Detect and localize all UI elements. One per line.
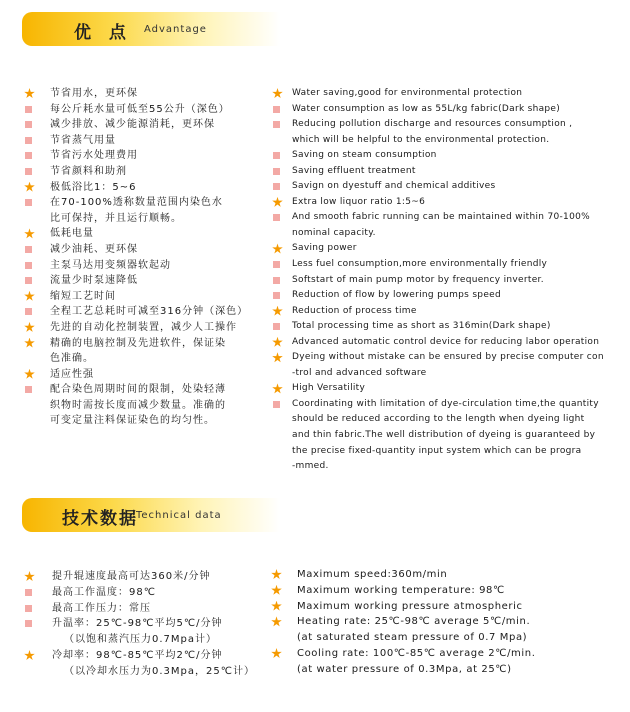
- list-item: [22, 289, 272, 305]
- item-text: 精确的电脑控制及先进软件，保证染: [50, 337, 226, 349]
- list-item: [271, 241, 616, 257]
- star-bullet-icon: [24, 369, 35, 380]
- list-item: [22, 148, 272, 164]
- item-text: Saving effluent treatment: [292, 165, 416, 176]
- list-item: [22, 180, 272, 196]
- square-bullet-icon: [273, 183, 280, 190]
- item-text: Advanced automatic control device for reducing labor operation: [292, 336, 600, 347]
- item-text: Reducing pollution discharge and resources consumption ,: [292, 119, 573, 130]
- square-bullet-icon: [25, 199, 32, 206]
- list-item: [270, 614, 610, 646]
- list-item: [22, 102, 272, 118]
- item-text: Maximum speed:360m/min: [297, 569, 448, 580]
- item-text: Less fuel consumption,more environmentally friendly: [292, 259, 548, 270]
- list-item: [271, 148, 616, 164]
- item-text: Heating rate: 25℃-98℃ average 5℃/min.: [297, 616, 531, 628]
- item-text: 适应性强: [50, 368, 94, 380]
- specs-list-en: [270, 567, 610, 678]
- item-text-continued: 织物时需按长度而减少数量。准确的: [50, 399, 226, 411]
- item-text: 最高工作压力：常压: [52, 602, 151, 614]
- star-bullet-icon: [272, 197, 283, 208]
- square-bullet-icon: [25, 308, 32, 315]
- item-text-continued: 可变定量注料保证染色的均匀性。: [50, 415, 215, 427]
- item-text: Extra low liquor ratio 1:5~6: [292, 196, 426, 207]
- star-bullet-icon: [271, 601, 282, 612]
- square-bullet-icon: [273, 292, 280, 299]
- star-bullet-icon: [24, 571, 35, 582]
- list-item: [271, 381, 616, 397]
- list-item: [271, 164, 616, 180]
- square-bullet-icon: [273, 277, 280, 284]
- list-item: [271, 117, 616, 148]
- list-item: [271, 288, 616, 304]
- item-text: Coordinating with limitation of dye-circulation time,the quantity: [292, 398, 599, 409]
- list-item: [22, 242, 272, 258]
- list-item: [271, 319, 616, 335]
- item-text: Saving power: [292, 243, 357, 254]
- item-text: Savign on dyestuff and chemical additives: [292, 181, 496, 192]
- list-item: [22, 648, 272, 680]
- list-item: [271, 102, 616, 118]
- item-text: 节省蒸气用量: [50, 134, 116, 146]
- item-text: Saving on steam consumption: [292, 150, 437, 161]
- item-text-continued: which will be helpful to the environmental protection.: [292, 134, 550, 145]
- item-text: 最高工作温度：98℃: [52, 586, 156, 598]
- square-bullet-icon: [25, 605, 32, 612]
- square-bullet-icon: [25, 106, 32, 113]
- list-item: [270, 567, 610, 583]
- list-item: [22, 86, 272, 102]
- item-text: Total processing time as short as 316min(Dark shape): [292, 321, 551, 332]
- item-text: 在70-100%透称数量范围内染色水: [50, 197, 223, 209]
- star-bullet-icon: [272, 88, 283, 99]
- list-item: [22, 367, 272, 383]
- specs-title-zh: 技术数据: [62, 509, 138, 529]
- list-item: [271, 304, 616, 320]
- square-bullet-icon: [25, 246, 32, 253]
- star-bullet-icon: [272, 306, 283, 317]
- list-item: [22, 601, 272, 617]
- list-item: [271, 350, 616, 381]
- item-text: 每公斤耗水量可低至55公升（深色）: [50, 103, 230, 115]
- item-text: Dyeing without mistake can be ensured by precise computer con: [292, 352, 604, 363]
- star-bullet-icon: [24, 88, 35, 99]
- item-text: 节省颜料和助剂: [50, 165, 127, 177]
- advantages-title-en: Advantage: [144, 24, 207, 35]
- item-text: 先进的自动化控制装置，减少人工操作: [50, 321, 237, 333]
- item-text-continued: the precise fixed-quantity input system which can be progra: [292, 445, 582, 456]
- item-text-continued: -mmed.: [292, 461, 329, 472]
- advantages-title-zh: 优 点: [74, 23, 132, 43]
- item-text-continued: should be reduced according to the length when dyeing light: [292, 414, 585, 425]
- star-bullet-icon: [272, 337, 283, 348]
- list-item: [22, 117, 272, 133]
- square-bullet-icon: [273, 323, 280, 330]
- list-item: [22, 195, 272, 226]
- specs-title-en: Technical data: [136, 510, 222, 521]
- star-bullet-icon: [24, 182, 35, 193]
- item-text: Cooling rate: 100℃-85℃ average 2℃/min.: [297, 647, 536, 659]
- item-text-continued: and thin fabric.The well distribution of dyeing is guaranteed by: [292, 430, 596, 441]
- square-bullet-icon: [25, 137, 32, 144]
- square-bullet-icon: [273, 168, 280, 175]
- specs-banner: [22, 498, 280, 532]
- item-text: 主泵马达用变频器软起动: [50, 259, 171, 271]
- item-text: 节省用水，更环保: [50, 88, 138, 99]
- item-text: 缩短工艺时间: [50, 290, 116, 302]
- square-bullet-icon: [25, 589, 32, 596]
- list-item: [271, 86, 616, 102]
- list-item: [22, 273, 272, 289]
- list-item: [22, 569, 272, 585]
- list-item: [22, 585, 272, 601]
- square-bullet-icon: [273, 121, 280, 128]
- item-text: 减少油耗、更环保: [50, 243, 138, 255]
- item-text: 冷却率：98℃-85℃平均2℃/分钟: [52, 649, 223, 661]
- list-item: [22, 226, 272, 242]
- list-item: [270, 599, 610, 615]
- list-item: [22, 164, 272, 180]
- item-text: 极低浴比1：5~6: [50, 181, 137, 193]
- list-item: [22, 133, 272, 149]
- star-bullet-icon: [271, 585, 282, 596]
- item-text: 配合染色周期时间的限制，处染轻薄: [50, 384, 226, 396]
- star-bullet-icon: [24, 291, 35, 302]
- star-bullet-icon: [272, 243, 283, 254]
- star-bullet-icon: [24, 338, 35, 349]
- list-item: [270, 583, 610, 599]
- square-bullet-icon: [273, 106, 280, 113]
- star-bullet-icon: [24, 322, 35, 333]
- item-text-continued: -trol and advanced software: [292, 367, 427, 378]
- advantages-list-zh: [22, 86, 272, 429]
- list-item: [22, 258, 272, 274]
- star-bullet-icon: [271, 616, 282, 627]
- item-text-continued: 色准确。: [50, 353, 94, 365]
- star-bullet-icon: [271, 648, 282, 659]
- list-item: [22, 304, 272, 320]
- item-text-continued: (at saturated steam pressure of 0.7 Mpa): [297, 632, 528, 644]
- item-text-continued: （以饱和蒸汽压力0.7Mpa计）: [64, 634, 218, 646]
- square-bullet-icon: [25, 277, 32, 284]
- specs-list-zh: [22, 569, 272, 680]
- star-bullet-icon: [271, 569, 282, 580]
- list-item: [271, 397, 616, 475]
- list-item: [22, 616, 272, 648]
- item-text: Reduction of process time: [292, 305, 417, 316]
- advantages-banner: [22, 12, 280, 46]
- item-text: Maximum working pressure atmospheric: [297, 600, 523, 612]
- list-item: [271, 273, 616, 289]
- star-bullet-icon: [272, 383, 283, 394]
- list-item: [271, 210, 616, 241]
- item-text: 全程工艺总耗时可减至316分钟（深色）: [50, 306, 249, 318]
- list-item: [270, 646, 610, 678]
- list-item: [22, 382, 272, 429]
- item-text-continued: （以冷却水压力为0.3Mpa，25℃计）: [64, 665, 255, 677]
- item-text: Reduction of flow by lowering pumps speed: [292, 290, 502, 301]
- star-bullet-icon: [272, 352, 283, 363]
- item-text-continued: (at water pressure of 0.3Mpa, at 25℃): [297, 663, 512, 675]
- item-text: 提升辊速度最高可达360米/分钟: [52, 571, 211, 582]
- square-bullet-icon: [25, 620, 32, 627]
- square-bullet-icon: [25, 386, 32, 393]
- list-item: [22, 320, 272, 336]
- item-text: 低耗电量: [50, 228, 94, 240]
- square-bullet-icon: [25, 262, 32, 269]
- square-bullet-icon: [273, 401, 280, 408]
- item-text: 减少排放、减少能源消耗，更环保: [50, 119, 215, 131]
- item-text: And smooth fabric running can be maintained within 70-100%: [292, 212, 590, 223]
- square-bullet-icon: [25, 152, 32, 159]
- list-item: [271, 335, 616, 351]
- item-text: 升温率：25℃-98℃平均5℃/分钟: [52, 618, 223, 630]
- item-text: 节省污水处理费用: [50, 150, 138, 162]
- item-text: Water consumption as low as 55L/kg fabric(Dark shape): [292, 103, 561, 114]
- list-item: [271, 179, 616, 195]
- square-bullet-icon: [273, 214, 280, 221]
- item-text-continued: nominal capacity.: [292, 227, 376, 238]
- item-text: Water saving,good for environmental protection: [292, 88, 523, 98]
- square-bullet-icon: [273, 152, 280, 159]
- item-text: Softstart of main pump motor by frequency inverter.: [292, 274, 544, 285]
- list-item: [271, 257, 616, 273]
- item-text: Maximum working temperature: 98℃: [297, 584, 505, 596]
- advantages-list-en: [271, 86, 616, 475]
- list-item: [22, 336, 272, 367]
- star-bullet-icon: [24, 650, 35, 661]
- square-bullet-icon: [25, 168, 32, 175]
- square-bullet-icon: [25, 121, 32, 128]
- square-bullet-icon: [273, 261, 280, 268]
- list-item: [271, 195, 616, 211]
- item-text-continued: 比可保持，并且运行顺畅。: [50, 212, 182, 224]
- star-bullet-icon: [24, 228, 35, 239]
- item-text: High Versatility: [292, 383, 366, 394]
- item-text: 流量少时泵速降低: [50, 275, 138, 287]
